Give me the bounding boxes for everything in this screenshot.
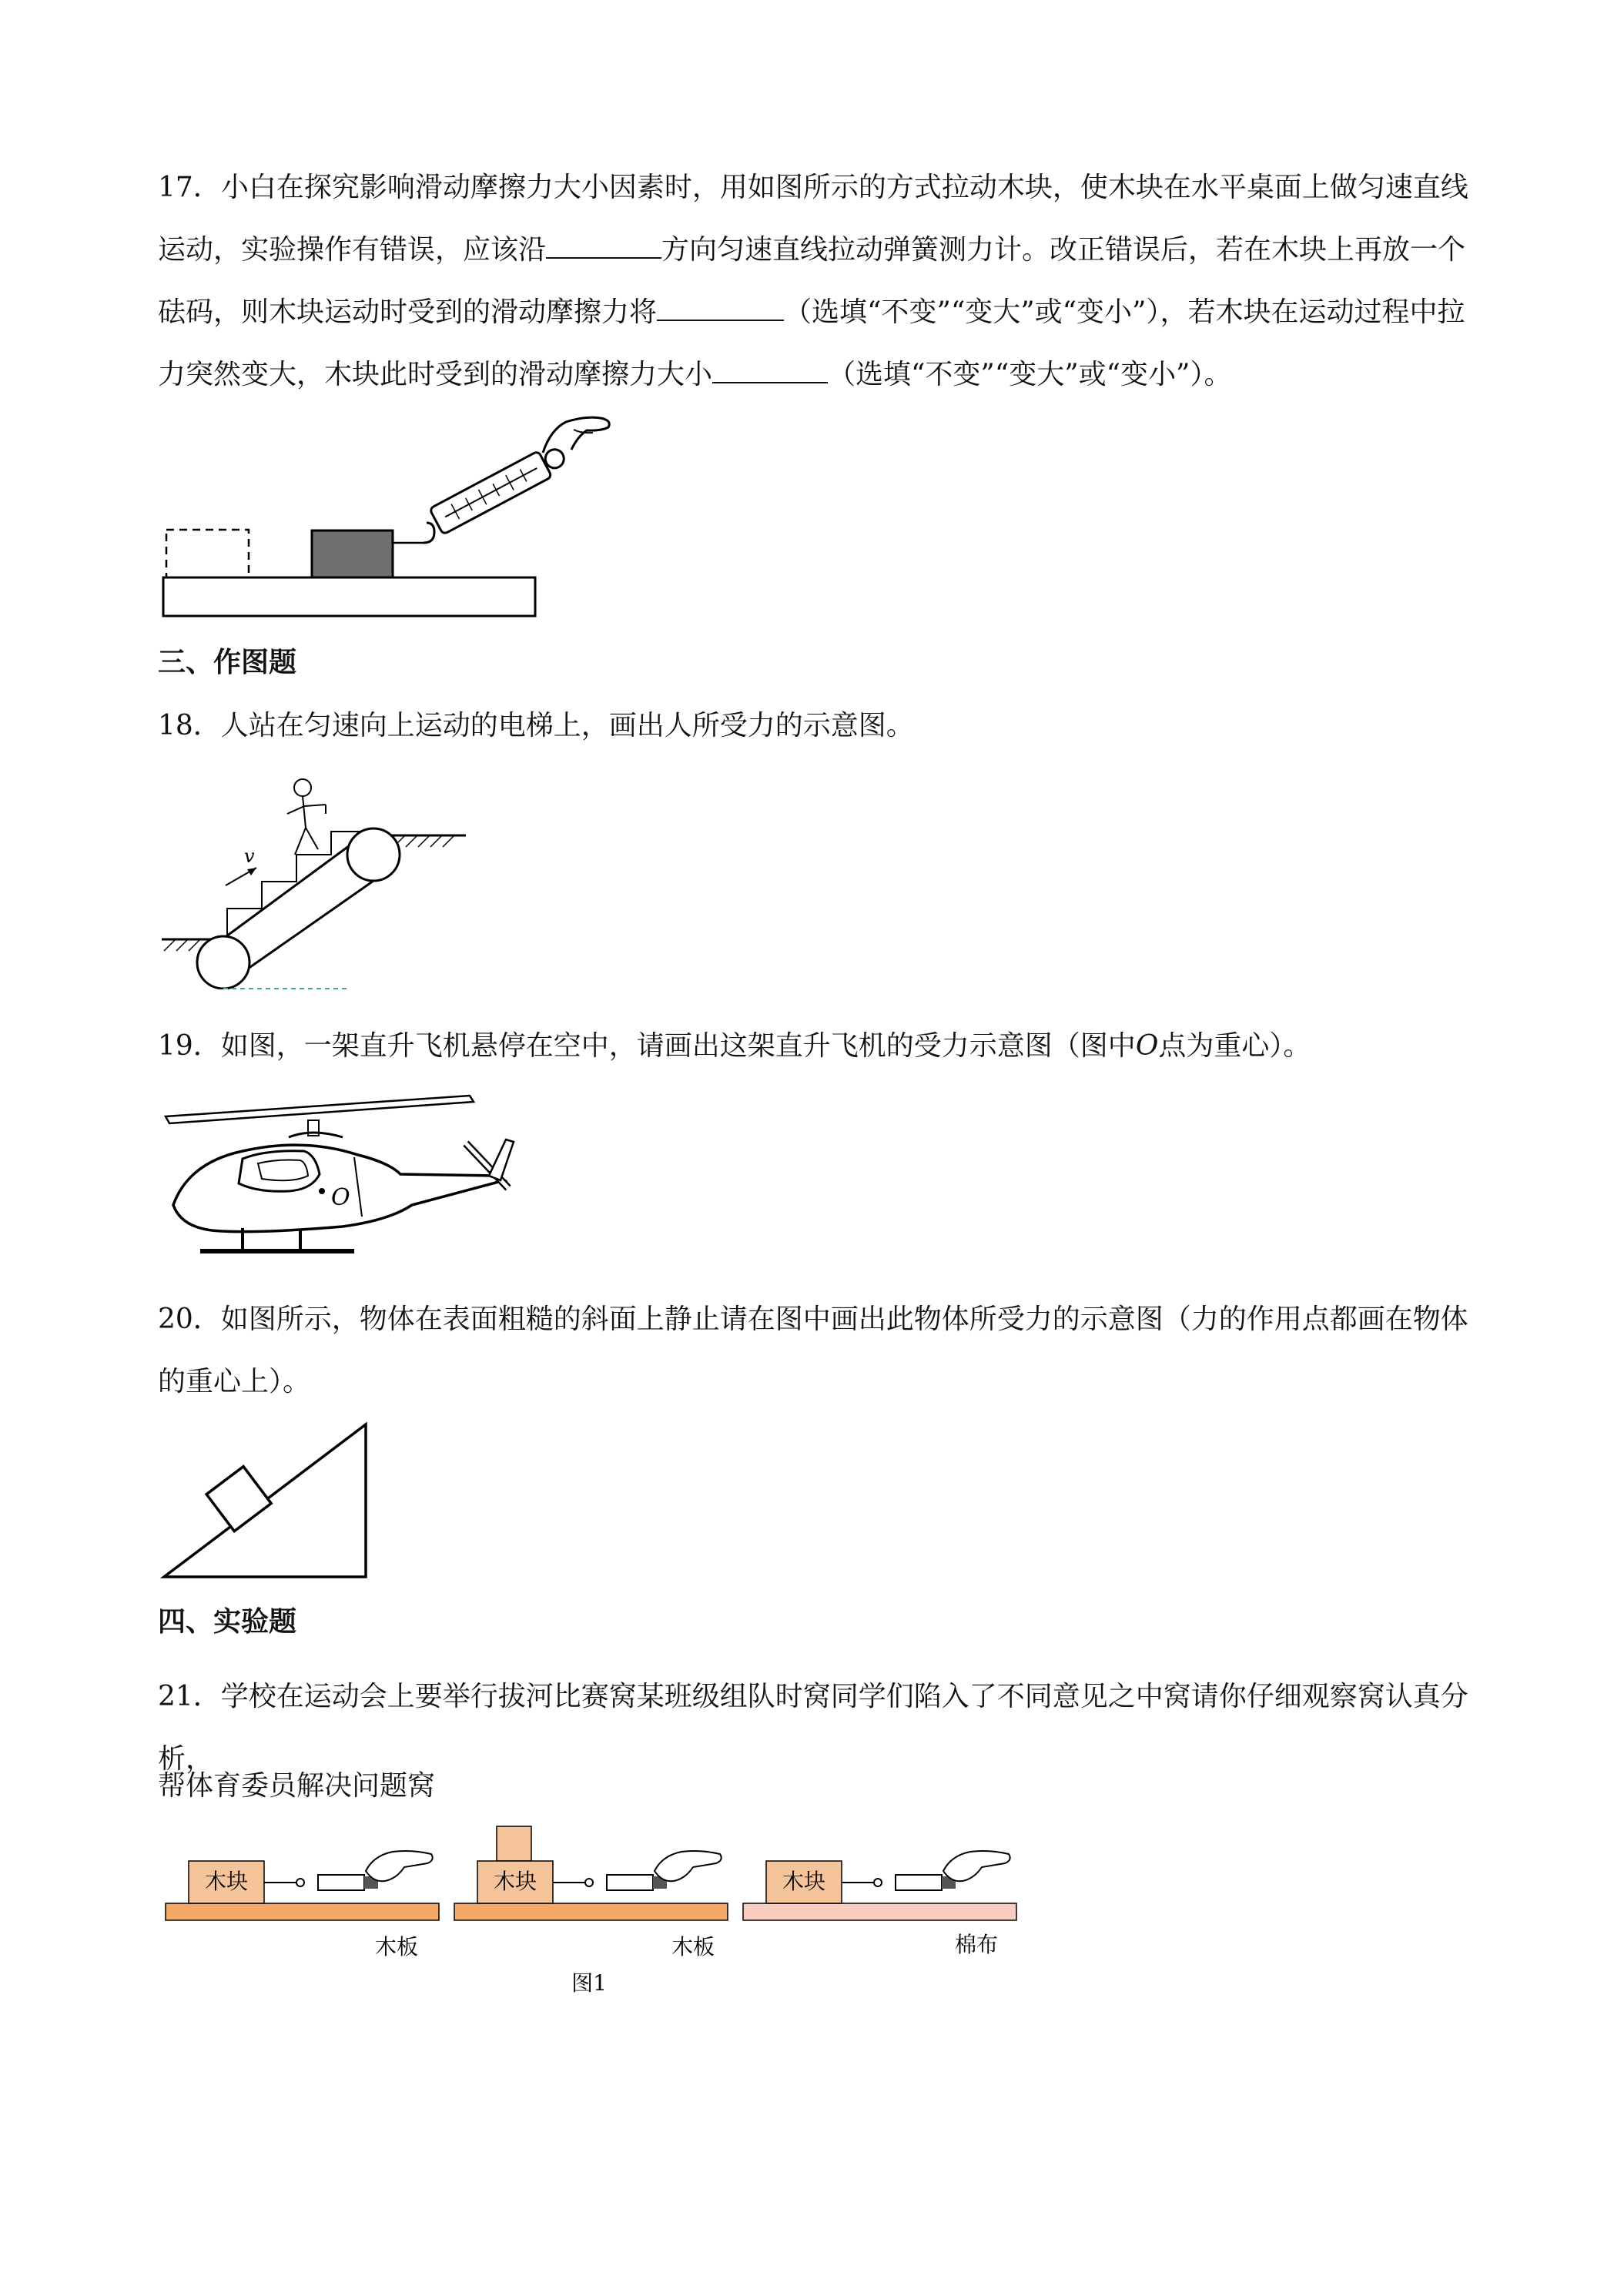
center-of-gravity-label: O [331, 1184, 350, 1211]
q19-helicopter-figure [158, 1089, 535, 1267]
surface-label-1: 木板 [374, 1934, 419, 1960]
q19-text: 19．如图，一架直升飞机悬停在空中，请画出这架直升飞机的受力示意图（图中O点为重心）。 [158, 1030, 1311, 1062]
section-heading-3: 三、作图题 [158, 647, 297, 678]
q21-friction-experiments-figure [158, 1825, 1066, 1994]
experiment-3 [743, 1851, 1016, 1957]
q17-text: 17．小白在探究影响滑动摩擦力大小因素时，用如图所示的方式拉动木块，使木块在水平桌面上做匀速直线运动，实验操作有错误，应该沿 方向匀速直线拉动弹簧测力计。改正错误后，若在木块上再放一个砝码，则木块运动时受到的滑动摩擦力将 （选填“不变”“变大”或“变小”），若木块在运动过程中拉力突然变大，木块此时受到的滑动摩擦力大小 （选填“不变”“变大”或“变小”）。 [158, 172, 1468, 390]
block-label-1: 木块 [204, 1869, 249, 1894]
q18-escalator-figure [158, 766, 481, 989]
q17-number: 17． [158, 172, 221, 203]
figure-caption: 图1 [571, 1970, 607, 1994]
surface-label-2: 木板 [671, 1934, 715, 1960]
q17-blank-3[interactable] [712, 357, 828, 383]
velocity-label: v [244, 845, 255, 867]
experiment-1 [166, 1851, 439, 1960]
q21-line-1: 21．学校在运动会上要举行拔河比赛窝某班级组队时窝同学们陷入了不同意见之中窝请你仔细观察窝认真分析， [158, 1681, 1468, 1775]
q17-spring-scale-figure [158, 416, 620, 624]
q21-line-2: 帮体育委员解决问题窝 [158, 1770, 436, 1802]
q17-blank-1[interactable] [546, 233, 661, 259]
q17-blank-2[interactable] [657, 295, 784, 321]
block-label-2: 木块 [493, 1869, 537, 1894]
surface-label-3: 棉布 [954, 1932, 999, 1957]
q20-incline-figure [158, 1415, 373, 1585]
experiment-2 [454, 1826, 728, 1960]
section-heading-4: 四、实验题 [158, 1606, 297, 1638]
q20-text: 20．如图所示，物体在表面粗糙的斜面上静止请在图中画出此物体所受力的示意图（力的作用点都画在物体的重心上）。 [158, 1304, 1468, 1397]
q18-text: 18．人站在匀速向上运动的电梯上，画出人所受力的示意图。 [158, 710, 914, 741]
block-label-3: 木块 [782, 1869, 826, 1894]
